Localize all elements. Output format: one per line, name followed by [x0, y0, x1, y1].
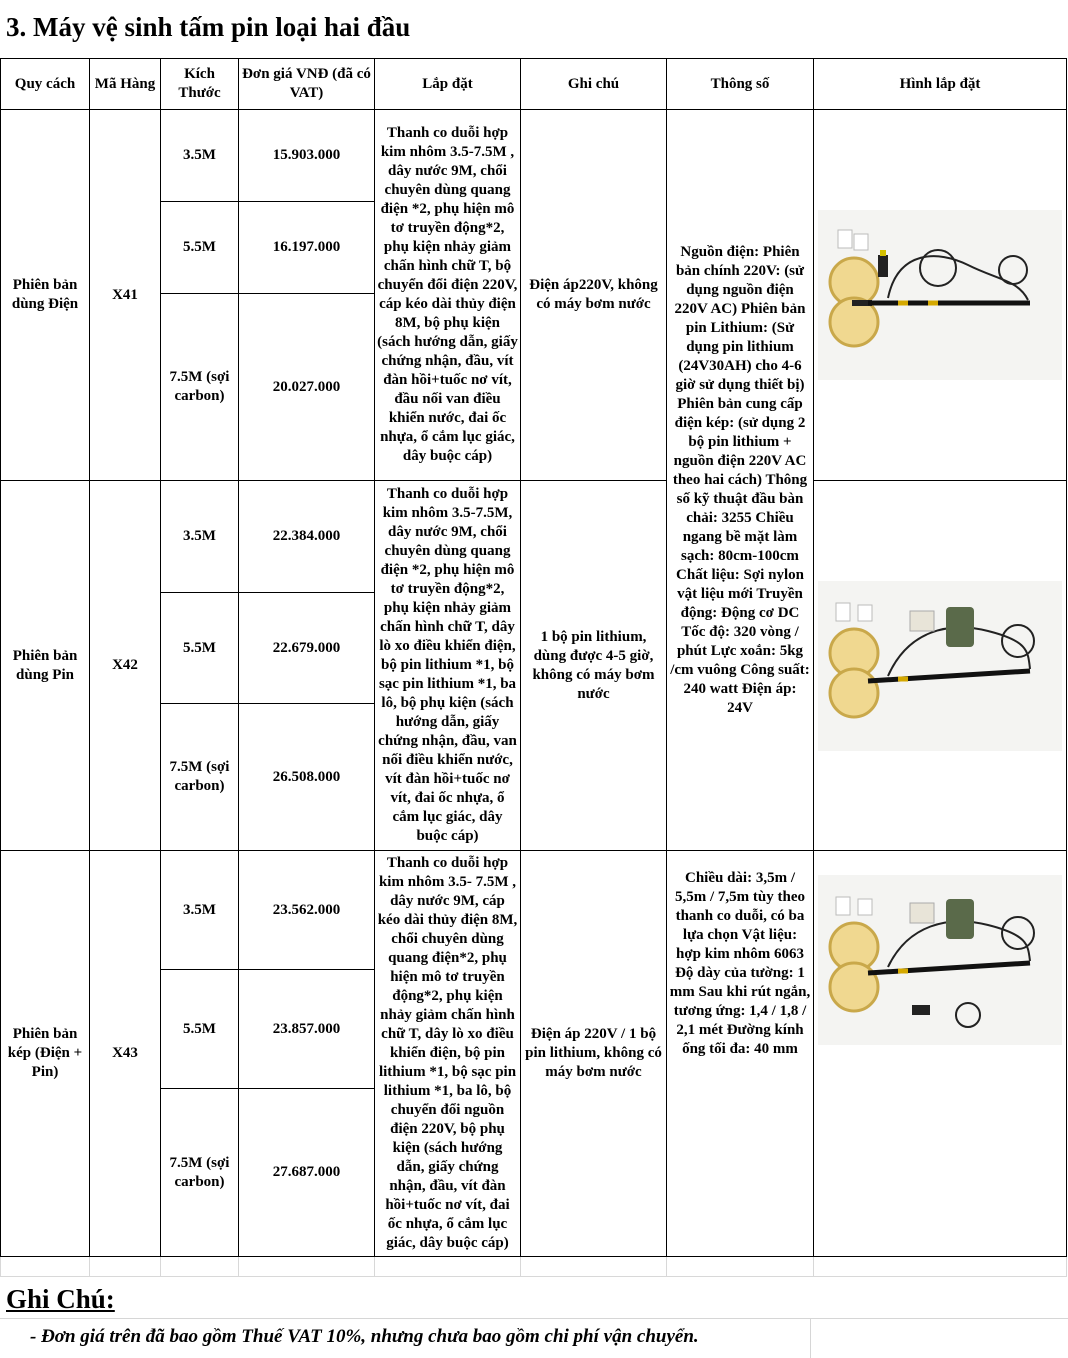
header-price: Đơn giá VNĐ (đã có VAT)	[239, 59, 375, 110]
cleaner-illustration	[818, 581, 1062, 751]
size-cell: 3.5M	[161, 110, 239, 202]
image-cell	[814, 851, 1067, 1257]
header-size: Kích Thước	[161, 59, 239, 110]
price-table	[0, 58, 1067, 1277]
install-cell: Thanh co duỗi hợp kim nhôm 3.5-7.5M , dây nước 9M, chổi chuyên dùng quang điện *2, phụ hiện mô tơ truyền động*2, phụ kiện nhảy giảm chấn hình chữ T, bộ chuyển đổi điện 220V, cáp kéo dài thủy điện 8M, bộ phụ kiện (sách hướng dẫn, giấy chứng nhận, đầu, vít đàn hồi+tuốc nơ vít, đầu nối van điều khiển nước, đai ốc nhựa, ổ cắm lục giác, dây buộc cáp)	[375, 110, 521, 481]
page-title: 3. Máy vệ sinh tấm pin loại hai đầu	[6, 12, 411, 42]
spec-cell: Phiên bản dùng Pin	[1, 481, 90, 851]
size-cell: 5.5M	[161, 970, 239, 1089]
spec-cell: Phiên bản dùng Điện	[1, 110, 90, 481]
price-cell: 20.027.000	[239, 294, 375, 481]
note-cell: Điện áp220V, không có máy bơm nước	[521, 110, 667, 481]
cleaner-illustration	[818, 210, 1062, 380]
note-heading: Ghi Chú:	[6, 1284, 115, 1314]
params-cell-2: Chiều dài: 3,5m / 5,5m / 7,5m tùy theo thanh co duỗi, có ba lựa chọn Vật liệu: hợp kim nhôm 6063 Độ dày của tường: 1 mm Sau khi rút ngắn, tương ứng: 1,4 / 1,8 / 2,1 mét Đường kính ống tối đa: 40 mm	[667, 851, 814, 1257]
price-cell: 16.197.000	[239, 202, 375, 294]
params-cell: Nguồn điện: Phiên bản chính 220V: (sử dụng nguồn điện 220V AC) Phiên bản pin Lithium: (Sử dụng pin lithium (24V30AH) cho 4-6 giờ sử dụng thiết bị) Phiên bản cung cấp điện kép: (sử dụng 2 bộ pin lithium + nguồn điện 220V AC theo hai cách) Thông số kỹ thuật đầu bàn chải: 3255 Chiều ngang bề mặt làm sạch: 80cm-100cm Chất liệu: Sợi nylon vật liệu mới Truyền động: Động cơ DC Tốc độ: 320 vòng / phút Lực xoắn: 5kg /cm vuông Công suất: 240 watt Điện áp: 24V	[667, 110, 814, 851]
cleaner-illustration	[818, 875, 1062, 1045]
table-row	[1, 110, 1067, 202]
install-cell: Thanh co duỗi hợp kim nhôm 3.5-7.5M, dây nước 9M, chổi chuyên dùng quang điện *2, phụ hiện mô tơ truyền động*2, phụ kiện nhảy giảm chấn hình chữ T, dây lò xo điều khiển điện, bộ pin lithium *1, bộ sạc pin lithium *1, ba lô, bộ phụ kiện (sách hướng dẫn, giấy chứng nhận, đầu, van nối điều khiển nước, vít đàn hồi+tuốc nơ vít, đai ốc nhựa, ổ cắm lục giác, dây buộc cáp)	[375, 481, 521, 851]
price-cell: 23.562.000	[239, 851, 375, 970]
table-row	[1, 851, 1067, 970]
install-cell: Thanh co duỗi hợp kim nhôm 3.5- 7.5M , dây nước 9M, cáp kéo dài thủy điện 8M, chổi chuyên dùng quang điện*2, phụ hiện mô tơ truyền động*2, phụ kiện nhảy giảm chấn hình chữ T, dây lò xo điều khiển điện, bộ pin lithium *1, bộ sạc pin lithium *1, ba lô, bộ chuyển đổi nguồn điện 220V, bộ phụ kiện (sách hướng dẫn, giấy chứng nhận, đầu, vít đàn hồi+tuốc nơ vít, đai ốc nhựa, ổ cắm lục giác, dây buộc cáp)	[375, 851, 521, 1257]
product-photo-x42	[818, 581, 1062, 751]
code-cell: X43	[90, 851, 161, 1257]
header-params: Thông số	[667, 59, 814, 110]
header-note: Ghi chú	[521, 59, 667, 110]
header-install: Lắp đặt	[375, 59, 521, 110]
price-cell: 22.384.000	[239, 481, 375, 593]
price-cell: 23.857.000	[239, 970, 375, 1089]
empty-row	[1, 1257, 1067, 1277]
price-cell: 22.679.000	[239, 593, 375, 704]
size-cell: 7.5M (sợi carbon)	[161, 704, 239, 851]
price-cell: 26.508.000	[239, 704, 375, 851]
spec-cell: Phiên bản kép (Điện + Pin)	[1, 851, 90, 1257]
footnote-text: - Đơn giá trên đã bao gồm Thuế VAT 10%, nhưng chưa bao gồm chi phí vận chuyển.	[30, 1326, 699, 1347]
table-row	[1, 481, 1067, 593]
note-cell: Điện áp 220V / 1 bộ pin lithium, không có máy bơm nước	[521, 851, 667, 1257]
header-code: Mã Hàng	[90, 59, 161, 110]
image-cell	[814, 481, 1067, 851]
size-cell: 5.5M	[161, 202, 239, 294]
size-cell: 7.5M (sợi carbon)	[161, 294, 239, 481]
size-cell: 3.5M	[161, 481, 239, 593]
product-photo-x43	[818, 875, 1062, 1045]
grid-line	[810, 1318, 811, 1358]
code-cell: X42	[90, 481, 161, 851]
size-cell: 5.5M	[161, 593, 239, 704]
price-cell: 15.903.000	[239, 110, 375, 202]
size-cell: 7.5M (sợi carbon)	[161, 1089, 239, 1257]
image-cell	[814, 110, 1067, 481]
code-cell: X41	[90, 110, 161, 481]
header-row	[1, 59, 1067, 110]
note-cell: 1 bộ pin lithium, dùng được 4-5 giờ, không có máy bơm nước	[521, 481, 667, 851]
product-photo-x41	[818, 210, 1062, 380]
grid-line	[0, 1318, 1068, 1319]
price-cell: 27.687.000	[239, 1089, 375, 1257]
size-cell: 3.5M	[161, 851, 239, 970]
header-spec: Quy cách	[1, 59, 90, 110]
header-image: Hình lắp đặt	[814, 59, 1067, 110]
